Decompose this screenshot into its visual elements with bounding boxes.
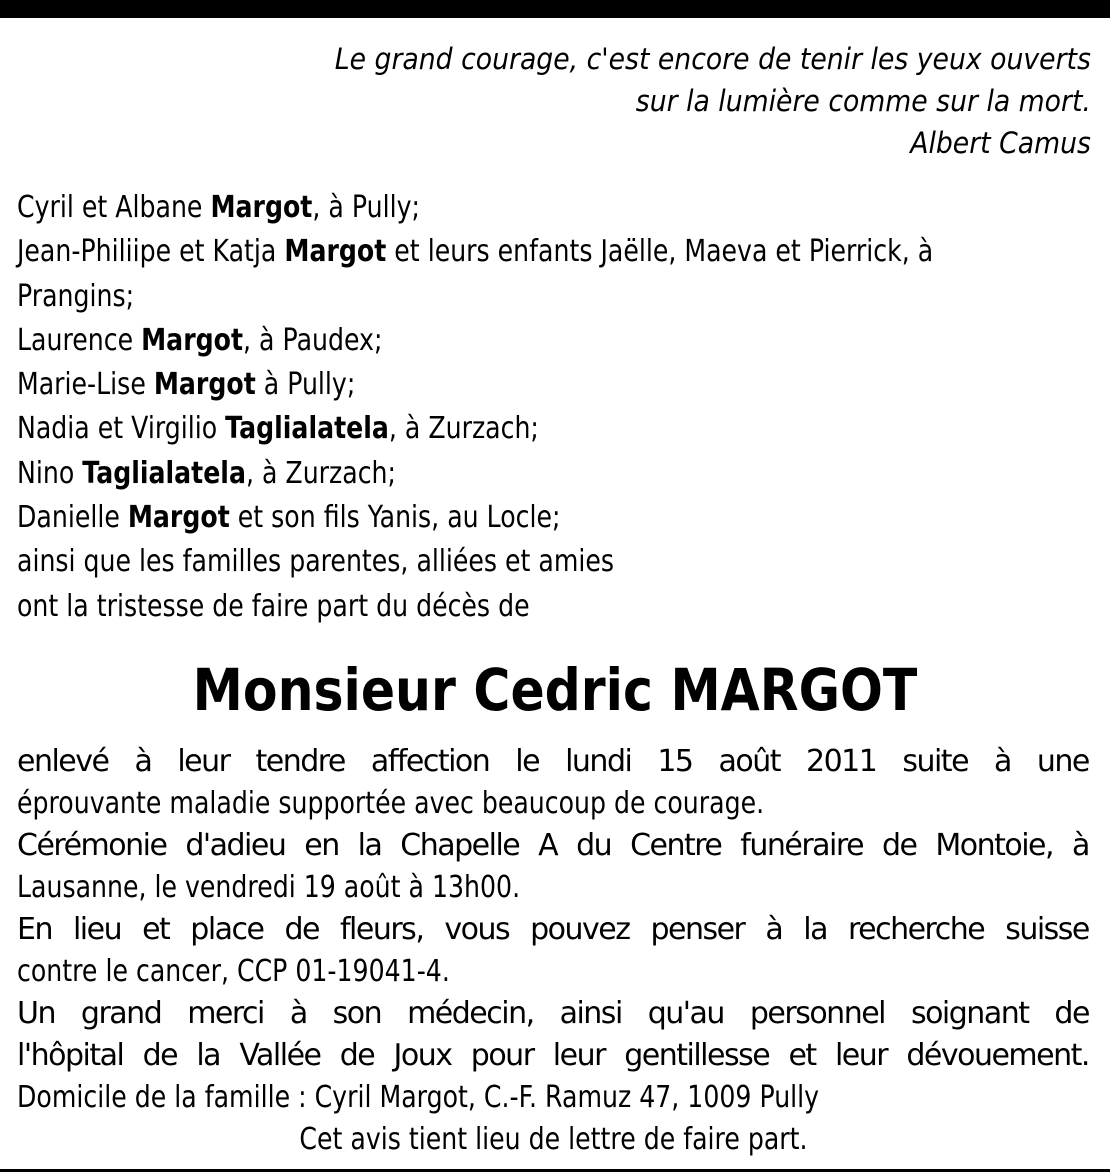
bottom-rule (0, 1169, 1110, 1172)
family-line (17, 230, 933, 274)
family-surname: Margot (153, 367, 256, 403)
family-surname: Margot (284, 234, 387, 270)
word: leur (834, 1038, 888, 1073)
word: à (1071, 828, 1089, 863)
word: 2011 (805, 744, 877, 779)
word: la (803, 912, 827, 947)
word: du (576, 828, 612, 863)
quote-line-1: Le grand courage, c'est encore de tenir les yeux ouverts (334, 42, 1091, 76)
quote-line-2: sur la lumière comme sur la mort. (635, 84, 1091, 118)
family-surname: Margot (210, 190, 313, 225)
family-text: Cyril et Albane (17, 190, 211, 225)
word: recherche (847, 912, 985, 947)
word: Vallée (239, 1038, 321, 1073)
family-line (17, 452, 933, 496)
word: son (332, 996, 382, 1031)
family-text: , à Paudex; (243, 322, 383, 358)
word: affection (370, 744, 490, 779)
word: personnel (749, 996, 885, 1031)
word: et (788, 1038, 816, 1073)
family-line (17, 363, 933, 407)
word: pouvez (530, 912, 630, 947)
body-line-5 (17, 909, 1089, 951)
family-text: ont la tristesse de faire part du décès de (17, 588, 530, 624)
family-line (17, 540, 933, 584)
closing-line (17, 1119, 1089, 1161)
family-text: , à Pully; (312, 190, 420, 225)
word: à (765, 912, 783, 947)
family-text: , à Zurzach; (245, 455, 397, 491)
word: le (515, 744, 540, 779)
word: de (142, 1038, 178, 1073)
family-text: ainsi que les familles parentes, alliées et amies (17, 544, 615, 580)
word: la (357, 828, 382, 863)
family-text: Nadia et Virgilio (17, 411, 226, 447)
word: d'adieu (185, 828, 286, 863)
family-line (17, 319, 933, 363)
word: l'hôpital (17, 1038, 124, 1073)
body-line-9: Domicile de la famille : Cyril Margot, C.-F. Ramuz 47, 1009 Pully (17, 1080, 820, 1115)
family-surname: Margot (127, 500, 230, 536)
word: lieu (72, 912, 122, 947)
word: Centre (630, 828, 722, 863)
word: merci (187, 996, 264, 1031)
family-text: Jean-Philiipe et Katja (17, 234, 285, 270)
word: A (538, 828, 558, 863)
word: enlevé (17, 744, 109, 779)
word: Chapelle (400, 828, 520, 863)
word: et (142, 912, 170, 947)
family-line (17, 275, 933, 319)
word: une (1036, 744, 1089, 779)
closing-text: Cet avis tient lieu de lettre de faire part. (298, 1122, 808, 1157)
body-line-3 (17, 825, 1089, 867)
family-surname: Margot (141, 322, 244, 358)
announcement-body (17, 741, 1089, 1161)
word: tendre (255, 744, 345, 779)
word: vous (444, 912, 510, 947)
family-surname: Taglialatela (225, 411, 389, 447)
word: médecin, (407, 996, 534, 1031)
family-text: et leurs enfants Jaëlle, Maeva et Pierrick, à (386, 234, 934, 270)
word: ainsi (559, 996, 622, 1031)
word: de (284, 912, 319, 947)
body-line-2: éprouvante maladie supportée avec beaucoup de courage. (17, 786, 765, 821)
body-line-4: Lausanne, le vendredi 19 août à 13h00. (17, 870, 521, 905)
word: de (339, 1038, 375, 1073)
family-text: Marie-Lise (17, 367, 154, 403)
word: août (718, 744, 780, 779)
body-line-1 (17, 741, 1089, 783)
word: à (994, 744, 1011, 779)
word: funéraire (740, 828, 864, 863)
word: qu'au (647, 996, 724, 1031)
body-line-7 (17, 993, 1089, 1035)
deceased-name-headline: Monsieur Cedric MARGOT (192, 656, 918, 724)
word: Un (17, 996, 55, 1031)
word: suite (902, 744, 969, 779)
word: lundi (565, 744, 632, 779)
family-list (17, 186, 933, 629)
word: leur (177, 744, 230, 779)
family-text: Laurence (17, 322, 142, 358)
word: en (304, 828, 339, 863)
word: Joux (393, 1038, 452, 1073)
family-text: Danielle (17, 500, 128, 536)
family-text: et son fils Yanis, au Locle; (229, 500, 561, 536)
word: à (289, 996, 307, 1031)
word: à (134, 744, 152, 779)
family-line (17, 496, 933, 540)
family-line (17, 407, 933, 451)
epigraph-quote (335, 38, 1091, 164)
family-text: , à Zurzach; (388, 411, 539, 447)
family-surname: Taglialatela (82, 455, 246, 491)
family-text: Prangins; (17, 278, 135, 314)
word: Cérémonie (17, 828, 167, 863)
family-line (17, 585, 933, 629)
word: leur (552, 1038, 605, 1073)
word: fleurs, (339, 912, 424, 947)
word: pour (470, 1038, 534, 1073)
word: soignant (910, 996, 1029, 1031)
top-rule (0, 0, 1110, 18)
family-text: à Pully; (255, 367, 356, 403)
quote-author: Albert Camus (910, 126, 1091, 160)
word: 15 (657, 744, 693, 779)
body-line-6: contre le cancer, CCP 01-19041-4. (17, 954, 450, 989)
word: de (1054, 996, 1089, 1031)
family-text: Nino (17, 455, 83, 491)
body-line-8 (17, 1035, 1089, 1077)
family-line (17, 186, 933, 230)
word: penser (650, 912, 745, 947)
word: Montoie, (935, 828, 1054, 863)
word: gentillesse (624, 1038, 770, 1073)
word: de (881, 828, 917, 863)
word: place (190, 912, 264, 947)
word: dévouement. (906, 1038, 1089, 1073)
word: grand (80, 996, 162, 1031)
word: la (196, 1038, 221, 1073)
word: suisse (1005, 912, 1089, 947)
word: En (17, 912, 52, 947)
